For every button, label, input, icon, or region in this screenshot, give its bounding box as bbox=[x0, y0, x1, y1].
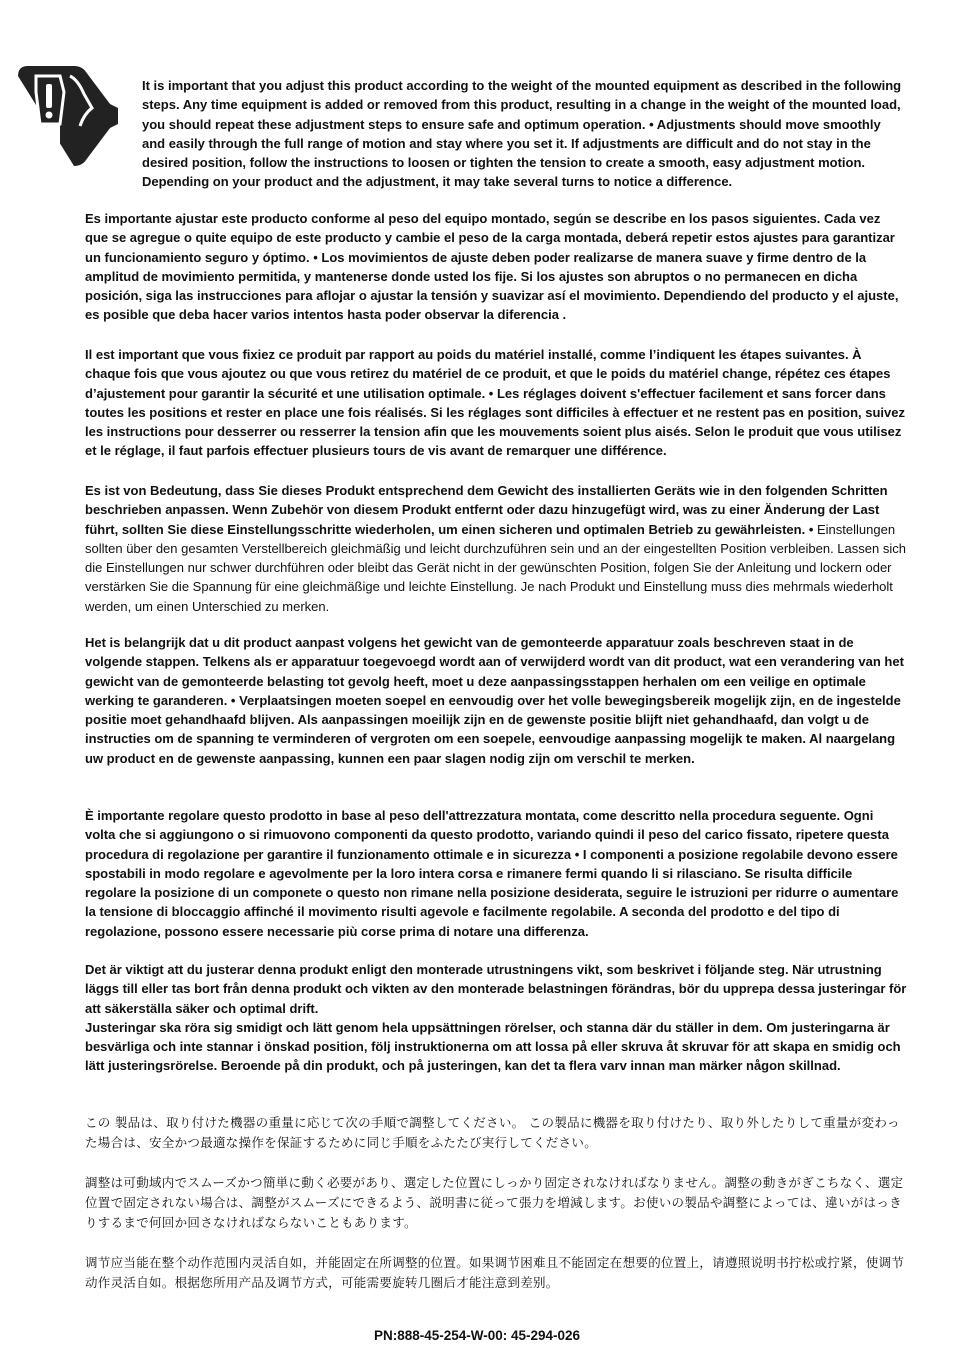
paragraph-dutch: Het is belangrijk dat u dit product aanpast volgens het gewicht van de gemonteerde apparatuur zoals beschreven staat in de volgende stappen. Telkens als er apparatuur toegevoegd wordt aan of verwijderd wordt van dit product, wat een verandering van het gewicht van de gemonteerde belasting tot gevolg heeft, moet u deze aanpassingsstappen herhalen om een veilige en optimale werking te garanderen. • Verplaatsingen moeten soepel en eenvoudig over het volle bewegingsbereik mogelijk zijn, en de ingestelde positie moet gehandhaafd blijven. Als aanpassingen moeilijk zijn en de gewenste positie blijft niet gehandhaafd, dan volgt u de instructies om de spanning te verminderen of vergroten om een soepele, eenvoudige aanpassing mogelijk te maken. Al naargelang uw product en de gewenste aanpassing, kunnen een paar slagen nodig zijn om verschil te merken. bbox=[85, 635, 904, 766]
paragraph-swedish-part1: Det är viktigt att du justerar denna produkt enligt den monterade utrustningens vikt, som beskrivet i följande steg. När utrustning läggs till eller tas bort från denna produkt och vikten av den monterade belastningen förändras, bör du upprepa dessa justeringar för att säkerställa säker och optimal drift. bbox=[85, 962, 907, 1016]
part-number: PN:888-45-254-W-00: 45-294-026 bbox=[373, 1328, 581, 1343]
paragraph-swedish bbox=[85, 960, 907, 1076]
paragraph-french: Il est important que vous fixiez ce produit par rapport au poids du matériel installé, comme l’indiquent les étapes suivantes. À chaque fois que vous ajoutez ou que vous retirez du matériel de ce produit, et que le poids du matériel change, répétez ces étapes d’ajustement pour garantir la sécurité et une utilisation optimale. • Les réglages doivent s'effectuer facilement et sans forcer dans toutes les positions et rester en place une fois réalisés. Si les réglages sont difficiles à effectuer et ne restent pas en position, suivez les instructions pour desserrer ou resserrer la tension afin que les mouvements soient plus aisés. Selon le produit que vous utilisez et le réglage, il faut parfois effectuer plusieurs tours de vis avant de remarquer une différence. bbox=[85, 347, 905, 459]
paragraph-spanish: Es importante ajustar este producto conforme al peso del equipo montado, según se describe en los pasos siguientes. Cada vez que se agregue o quite equipo de este producto y cambie el peso de la carga montada, deberá repetir estos ajustes para garantizar un funcionamiento seguro y óptimo. • Los movimientos de ajuste deben poder realizarse de manera suave y firme dentro de la amplitud de movimiento permitida, y mantenerse donde usted los fije. Si los ajustes son abruptos o no permanecen en dicha posición, siga las instrucciones para aflojar o ajustar la tensión y suavizar así el movimiento. Dependiendo del producto y el ajuste, es posible que deba hacer varios intentos hasta poder observar la diferencia . bbox=[85, 211, 899, 323]
paragraph-japanese bbox=[85, 1113, 907, 1293]
paragraph-chinese: 调节应当能在整个动作范围内灵活自如，并能固定在所调整的位置。如果调节困难且不能固定在想要的位置上，请遵照说明书拧松或拧紧，使调节动作灵活自如。根据您所用产品及调节方式，可能需要旋转几圈后才能注意到差别。 bbox=[85, 1255, 905, 1290]
paragraph-swedish-part2: Justeringar ska röra sig smidigt och lätt genom hela uppsättningen rörelser, och stanna där du ställer in dem. Om justeringarna är besvärliga och inte stannar i önskad position, följ instruktionerna om att lossa på eller skruva åt skruvar för att skapa en smidig och lätt justeringsrörelse. Beroende på din produkt, och på justeringen, kan det ta flera varv innan man märker någon skillnad. bbox=[85, 1019, 901, 1074]
paragraph-german-regular: Einstellungen sollten über den gesamten Verstellbereich gleichmäßig und leicht durchzuführen sein und an der eingestellten Position verbleiben. Lassen sich die Einstellungen nur schwer durchführen oder bleibt das Gerät nicht in der gewünschten Position, folgen Sie der Anleitung und lockern oder verstärken Sie die Spannung für eine gleichmäßige und leichte Einstellung. Je nach Produkt und Einstellung muss dies mehrmals wiederholt werden, um einen Unterschied zu merken. bbox=[85, 521, 906, 614]
paragraph-italian: È importante regolare questo prodotto in base al peso dell'attrezzatura montata, come descritto nella procedura seguente. Ogni volta che si aggiungono o si rimuovono componenti da questo prodotto, variando quindi il peso del carico fissato, ripetere questa procedura di regolazione per garantire il funzionamento ottimale e in sicurezza • I componenti a posizione regolabile devono essere spostabili in modo regolare e agevolmente per la loro intera corsa e rimanere fermi quando li si rilasciano. Se risulta difficile regolare la posizione di un componete o questo non rimane nella posizione desiderata, seguire le istruzioni per ridurre o aumentare la tensione di bloccaggio affinché il movimento risulti agevole e facilmente regolabile. A seconda del prodotto e del tipo di regolazione, possono essere necessarie più corse prima di notare una differenza. bbox=[85, 808, 899, 939]
paragraph-german bbox=[85, 481, 907, 616]
warning-icon bbox=[14, 62, 130, 166]
paragraph-japanese-part1: この 製品は、取り付けた機器の重量に応じて次の手順で調整してください。 この製品に機器を取り付けたり、取り外したりして重量が変わった場合は、安全かつ最適な操作を保証するために同じ手順をふたたび実行してください。 bbox=[85, 1115, 900, 1150]
paragraph-english: It is important that you adjust this product according to the weight of the mounted equipment as described in the following steps. Any time equipment is added or removed from this product, resulting in a change in the weight of the mounted load, you should repeat these adjustment steps to ensure safe and optimum operation. • Adjustments should move smoothly and easily through the full range of motion and stay where you set it. If adjustments are difficult and do not stay in the desired position, follow the instructions to loosen or tighten the tension to create a smooth, easy adjustment motion. Depending on your product and the adjustment, it may take several turns to notice a difference. bbox=[142, 78, 902, 190]
paragraph-japanese-part2: 調整は可動域内でスムーズかつ簡単に動く必要があり、選定した位置にしっかり固定されなければなりません。調整の動きがぎこちなく、選定位置で固定されない場合は、調整がスムーズにできるよう、説明書に従って張力を増減します。お使いの製品や調整によっては、違いがはっきりするまで何回か回さなければならないこともあります。 bbox=[85, 1175, 904, 1230]
paragraph-german-bold: Es ist von Bedeutung, dass Sie dieses Produkt entsprechend dem Gewicht des installierten Geräts wie in den folgenden Schritten beschrieben anpassen. Wenn Zubehör von diesem Produkt entfernt oder dazu hinzugefügt wird, was zu einer Änderung der Last führt, sollten Sie diese Einstellungsschritte wiederholen, um einen sicheren und optimalen Betrieb zu gewährleisten. • bbox=[85, 483, 888, 537]
